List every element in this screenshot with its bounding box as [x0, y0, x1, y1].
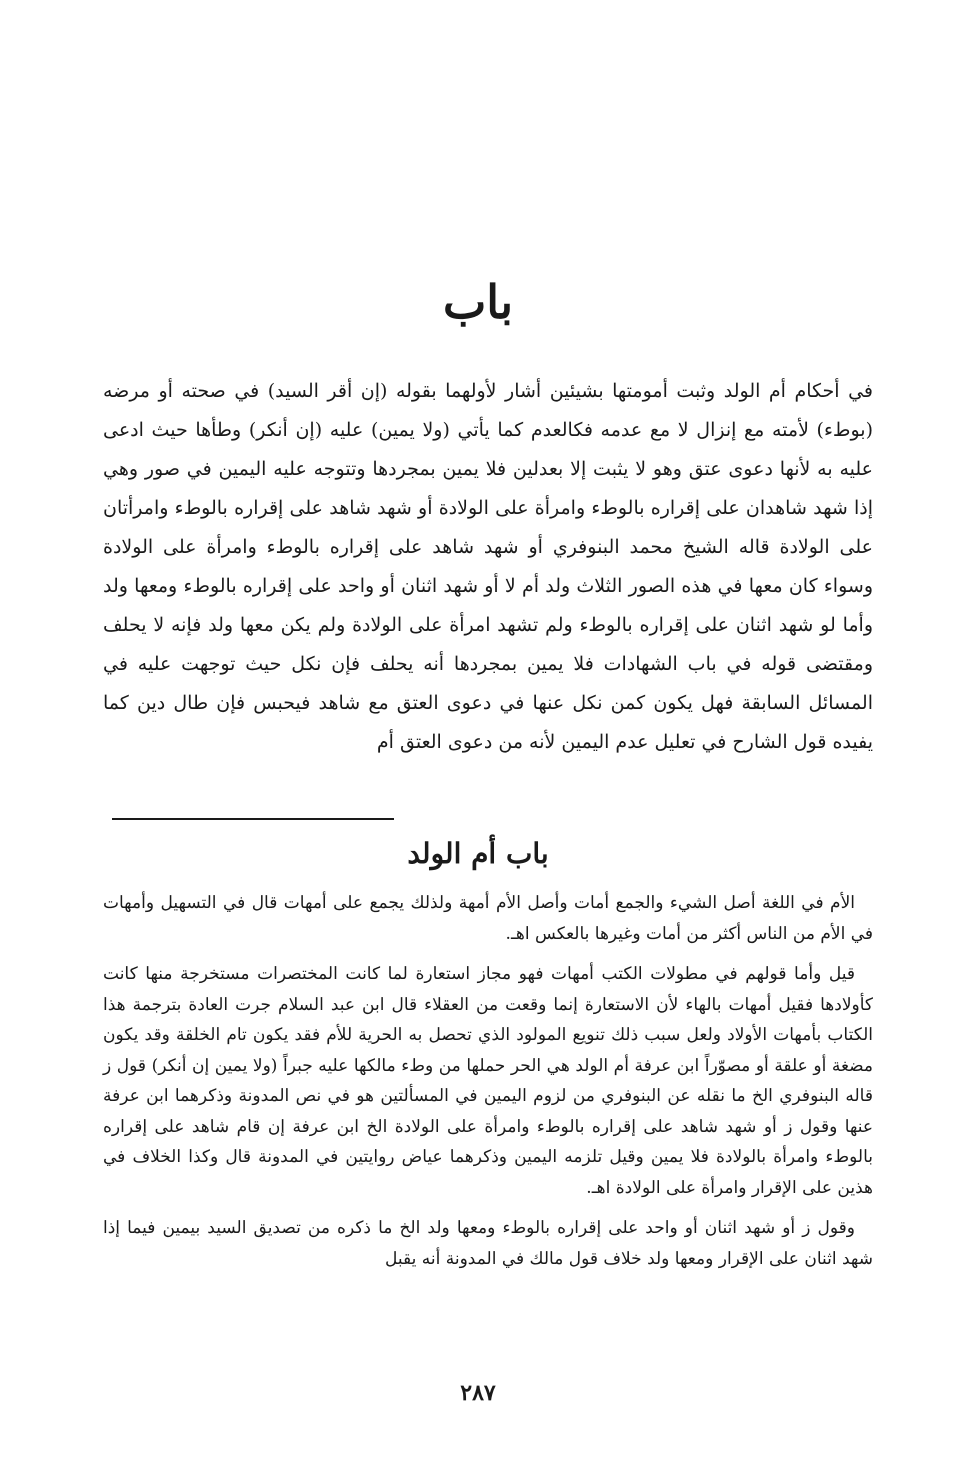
chapter-title: باب [442, 275, 514, 329]
main-text [103, 372, 873, 762]
commentary-paragraph: قيل وأما قولهم في مطولات الكتب أمهات فهو مجاز استعارة لما كانت المختصرات مستخرجة منها كانت كأولادها فقيل أمهات بالهاء لأن الاستعارة إنما وقعت من العقلاء قال ابن عبد السلام جرت العادة بترجمة هذا الكتاب بأمهات الأولاد ولعل سبب ذلك تنويع المولود الذي تحصل به الحرية للأم فقد يكون تام الخلقة وقد يكون مضغة أو علقة أو مصوّراً ابن عرفة أم الولد هي الحر حملها من وطء مالكها عليه جبراً (ولا يمين إن أنكر) قول ز قاله البنوفري الخ ما نقله عن البنوفري من لزوم اليمين في المسألتين هو في نص المدونة وذكرهما ابن عرفة عنها وقول ز أو شهد شاهد على إقراره بالوطء وامرأة على الولادة الخ ابن عرفة إن قام شاهد على إقراره بالوطء وامرأة بالولادة فلا يمين وقيل تلزمه اليمين وذكرهما عياض روايتين في المدونة قال وكذا الخلاف في هذين على الإقرار وامرأة على الولادة اهـ. [103, 964, 873, 1198]
page-number: ٢٨٧ [460, 1380, 496, 1406]
commentary-paragraph: وقول ز أو شهد اثنان أو واحد على إقراره بالوطء ومعها ولد الخ ما ذكره من تصديق السيد بيمين فيما إذا شهد اثنان على الإقرار ومعها ولد خلاف قول مالك في المدونة أنه يقبل [103, 1218, 873, 1269]
commentary-paragraph: الأم في اللغة أصل الشيء والجمع أمات وأصل الأم أمهة ولذلك يجمع على أمهات قال في التسهيل وأمهات في الأم من الناس أكثر من أمات وغيرها بالعكس اهـ. [103, 893, 873, 944]
commentary-title: باب أم الولد [407, 837, 549, 870]
commentary-text [103, 888, 873, 1284]
main-paragraph: في أحكام أم الولد وثبت أمومتها بشيئين أشار لأولهما بقوله (إن أقر السيد) في صحته أو مرضه (بوطء) لأمته مع إنزال لا مع عدمه فكالعدم كما يأتي (ولا يمين) عليه (إن أنكر) وطأها حيث ادعى عليه به لأنها دعوى عتق وهو لا يثبت إلا بعدلين فلا يمين بمجردها وتتوجه عليه اليمين في صور وهي إذا شهد شاهدان على إقراره بالوطء وامرأة على الولادة أو شهد شاهد على إقراره بالوطء وامرأتان على الولادة قاله الشيخ محمد البنوفري أو شهد شاهد على إقراره بالوطء وامرأة على الولادة وسواء كان معها في هذه الصور الثلاث ولد أم لا أو شهد اثنان أو واحد على إقراره بالوطء ومعها ولد وأما لو شهد اثنان على إقراره بالوطء ولم تشهد امرأة على الولادة ولم يكن معها ولد فإنه لا يحلف ومقتضى قوله في باب الشهادات فلا يمين بمجردها أنه يحلف فإن نكل حيث توجهت عليه في المسائل السابقة فهل يكون كمن نكل عنها في دعوى العتق مع شاهد فيحبس فإن طال دين كما يفيده قول الشارح في تعليل عدم اليمين لأنه من دعوى العتق أم [103, 380, 873, 753]
footnote-divider [112, 818, 394, 820]
